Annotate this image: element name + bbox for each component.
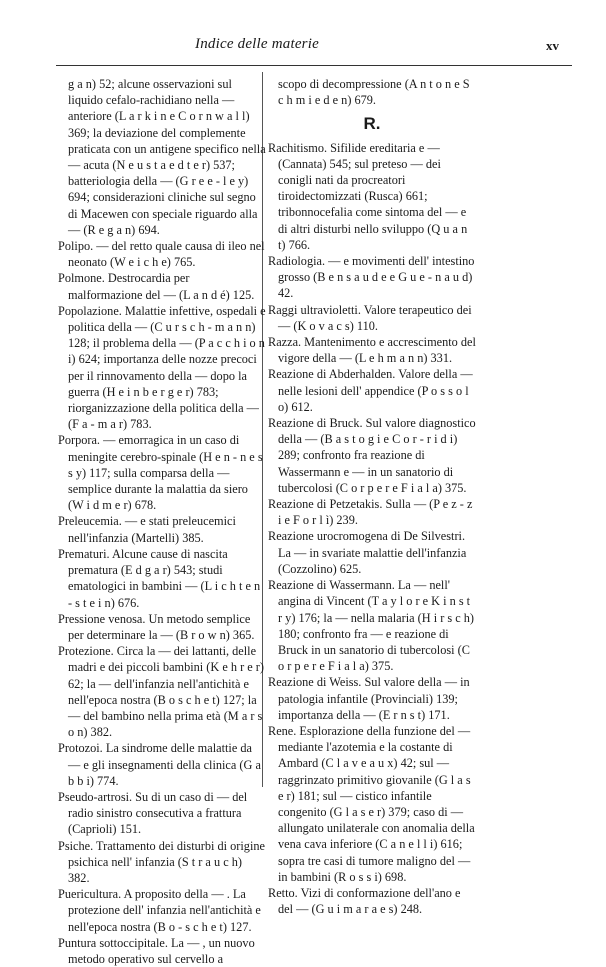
index-entry: Reazione urocromogena di De Silvestri. La — in svariate malattie dell'infanzia (Cozzolino) 625. bbox=[268, 529, 467, 576]
index-entry: Radiologia. — e movimenti dell' intestino grosso (B e n s a u d e e G u e - n a u d) 42. bbox=[268, 254, 475, 301]
index-entry: Retto. Vizi di conformazione dell'ano e del — (G u i m a r a e s) 248. bbox=[268, 885, 461, 917]
index-entry: Polipo. — del retto quale causa di ileo nel neonato (W e i c h e) 765. bbox=[58, 239, 265, 270]
header-rule bbox=[56, 65, 572, 66]
index-entry: Razza. Mantenimento e accrescimento del vigore della — (L e h m a n n) 331. bbox=[268, 335, 476, 366]
index-entry: scopo di decompressione (A n t o n e S c h m i e d e n) 679. bbox=[278, 77, 470, 108]
index-entry: Reazione di Wassermann. La — nell' angina di Vincent (T a y l o r e K i n s t r y) 176; la — nella malaria (H i r s c h) 180; confronto fra — e reazione di Bruck in un sanatorio di tubercolosi (C o r p e r e F i a l a) 375. bbox=[268, 578, 474, 674]
index-entry: g a n) 52; alcune osservazioni sul liquido cefalo-rachidiano nella — anteriore (L a r k i n e C o r n w a l l) 369; la deviazione del complemente praticata con un antigene specifico nella — acuta (N e u s t a e d t e r) 537; batteriologia della — (G r e e - l e y) 694; considerazioni cliniche sul segno di Macewen con speciale riguardo alla — (R e g a n) 694. bbox=[68, 77, 266, 237]
index-entry: Protozoi. La sindrome delle malattie da — e gli insegnamenti della clinica (G a b b i) 774. bbox=[58, 741, 261, 788]
running-title: Indice delle materie bbox=[195, 36, 319, 52]
index-entry: Protezione. Circa la — dei lattanti, delle madri e dei piccoli bambini (K e h r e r) 62; la — dell'infanzia nell'antichità e nell'epoca nostra (B o s c h e t) 127; la — del bambino nella prima età (M a r s o n) 382. bbox=[58, 644, 264, 740]
index-entry: Popolazione. Malattie infettive, ospedali e politica della — (C u r s c h - m a n n) 128; il problema della — (P a c c h i o n i) 624; importanza delle nozze precoci per il rinnovamento della — dopo la guerra (H e i n b e r g e r) 783; riorganizzazione della politica della — (F a - m a r) 783. bbox=[58, 303, 266, 432]
index-entry: Reazione di Bruck. Sul valore diagnostico della — (B a s t o g i e C o r - r i d i) 289; confronto fra reazione di Wassermann e — in un sanatorio di tubercolosi (C o r p e r e F i a l a) 375. bbox=[268, 416, 476, 495]
index-entry: Reazione di Petzetakis. Sulla — (P e z - z i e F o r l ì) 239. bbox=[268, 497, 473, 528]
section-letter: R. bbox=[363, 114, 381, 134]
index-entry: Prematuri. Alcune cause di nascita prematura (E d g a r) 543; studi ematologici in bambini — (L i c h t e n - s t e i n) 676. bbox=[58, 546, 261, 610]
index-column-left bbox=[58, 76, 266, 967]
index-entry: Puericultura. A proposito della — . La protezione dell' infanzia nell'antichità e nell'epoca nostra (B o - s c h e t) 127. bbox=[58, 887, 261, 934]
index-entry: Porpora. — emorragica in un caso di meningite cerebro-spinale (H e n - n e s s y) 117; sulla comparsa della — semplice durante la malattia da siero (W i d m e r) 678. bbox=[58, 433, 263, 513]
index-entry: Pseudo-artrosi. Su di un caso di — del radio sinistro consecutiva a frattura (Caprioli) 151. bbox=[58, 789, 248, 837]
index-entry: Rachitismo. Sifilide ereditaria e — (Cannata) 545; sul preteso — dei conigli nati da procreatori tiroidectomizzati (Rusca) 661; tribonnocefalia come sintoma del — e di altri disturbi nello sviluppo (Q u a n t) 766. bbox=[268, 140, 468, 252]
index-entry: Pressione venosa. Un metodo semplice per determinare la — (B r o w n) 365. bbox=[58, 611, 255, 642]
index-column-right bbox=[268, 76, 476, 917]
page-number: xv bbox=[546, 38, 559, 53]
index-entry: Preleucemia. — e stati preleucemici nell'infanzia (Martelli) 385. bbox=[58, 514, 236, 545]
index-entry: Puntura sottoccipitale. La — , un nuovo metodo operativo sul cervello a bbox=[58, 935, 255, 966]
page-header bbox=[0, 36, 606, 62]
index-entry: Raggi ultravioletti. Valore terapeutico dei — (K o v a c s) 110. bbox=[268, 302, 472, 333]
index-entry: Reazione di Abderhalden. Valore della — nelle lesioni dell' appendice (P o s s o l o) 612. bbox=[268, 367, 473, 414]
index-entry: Polmone. Destrocardia per malformazione del — (L a n d é) 125. bbox=[58, 271, 255, 302]
index-entry: Reazione di Weiss. Sul valore della — in patologia infantile (Provinciali) 139; importanza della — (E r n s t) 171. bbox=[268, 675, 470, 722]
index-entry: Psiche. Trattamento dei disturbi di origine psichica nell' infanzia (S t r a u c h) 382. bbox=[58, 838, 265, 885]
index-entry: Rene. Esplorazione della funzione del — mediante l'azotemia e la costante di Ambard (C l a v e a u x) 42; sul — raggrinzato primitivo giovanile (G l a s e r) 181; sul — cistico infantile congenito (G l a s e r) 379; caso di — allungato unilaterale con anomalia della vena cava inferiore (C a n e l l i) 616; sopra tre casi di tumore maligno del — in bambini (R o s s i) 698. bbox=[268, 723, 475, 884]
